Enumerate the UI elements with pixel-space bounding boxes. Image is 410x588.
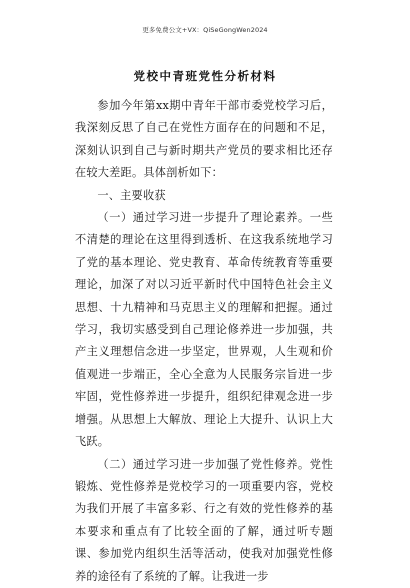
section-heading: 一、主要收获 [97, 188, 166, 202]
intro-paragraph: 参加今年第xx期中青年干部市委党校学习后，我深刻反思了自己在党性方面存在的问题和不足，深刻认识到自己与新时期共产党员的要求相比还存在较大差距。具体剖析如下： [75, 99, 333, 180]
body-paragraph: （二）通过学习进一步加强了党性修养。党性锻炼、党性修养是党校学习的一项重要内容，党校为我们开展了丰富多彩、行之有效的党性修养的基本要求和重点有了比较全面的了解，通过听专题课、参加党内组织生活等活动，使我对加强党性修养的途径有了系统的了解。让我进一步 [75, 457, 333, 583]
header-watermark: 更多免费公文+VX：QiSeGongWen2024 [142, 26, 268, 34]
document-body [75, 95, 333, 588]
document-title: 党校中青班党性分析材料 [133, 69, 277, 83]
body-paragraph: （一）通过学习进一步提升了理论素养。一些不清楚的理论在这里得到透析、在这我系统地学习了党的基本理论、党史教育、革命传统教育等重要理论，加深了对以习近平新时代中国特色社会主义思想、十九精神和马克思主义的理解和把握。通过学习，我切实感受到自己理论修养进一步加强，共产主义理想信念进一步坚定，世界观，人生观和价值观进一步端正，全心全意为人民服务宗旨进一步牢固，党性修养进一步提升，组织纪律观念进一步增强。从思想上大解放、理论上大提升、认识上大飞跃。 [75, 211, 333, 449]
